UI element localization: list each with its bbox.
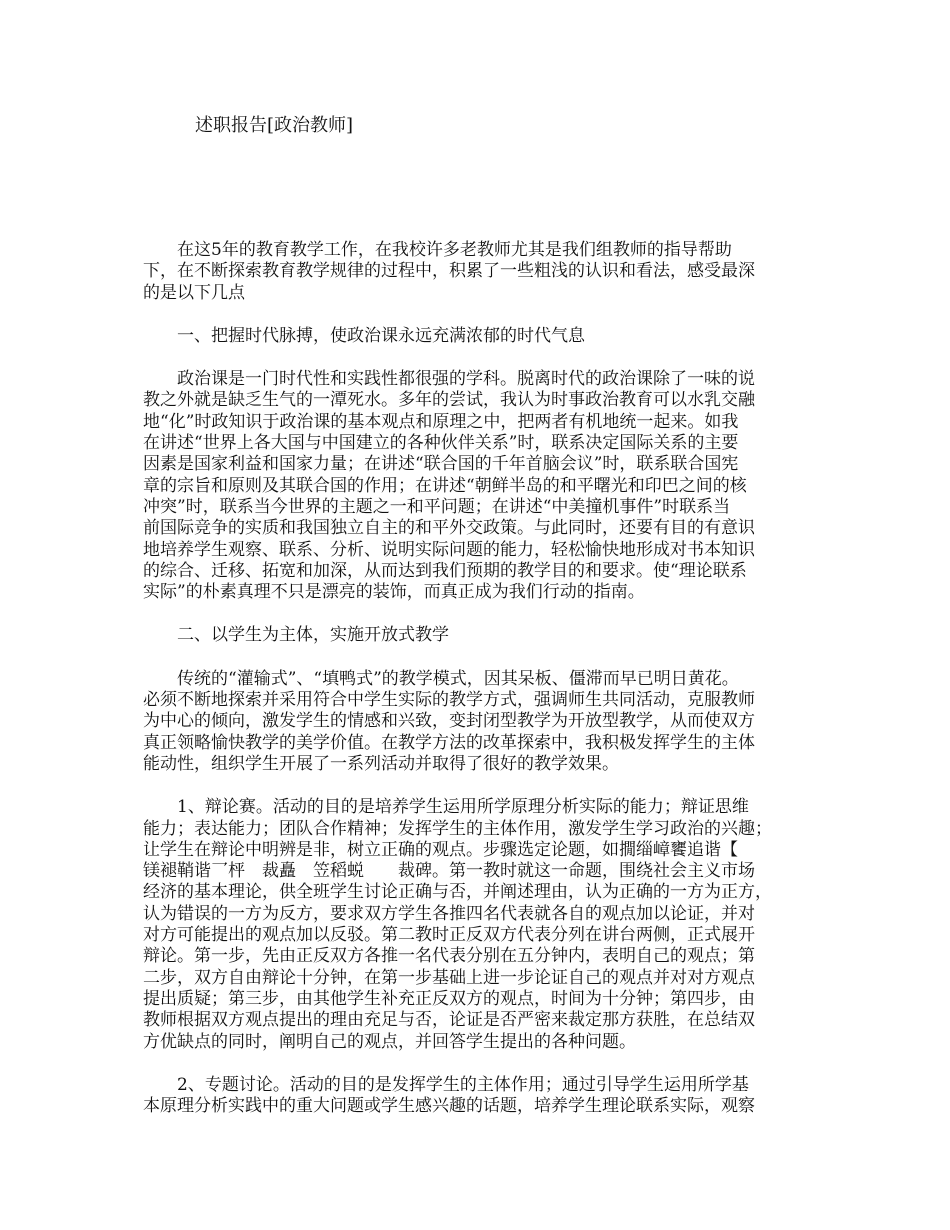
section-heading-2 (143, 625, 818, 646)
text-line: 2、专题讨论。活动的目的是发挥学生的主体作用；通过引导学生运用所学基 (177, 1074, 749, 1095)
text-line: 章的宗旨和原则及其联合国的作用；在讲述“朝鲜半岛的和平曙光和印巴之间的核 (143, 475, 747, 496)
text-line: 提出质疑；第三步，由其他学生补充正反双方的观点，时间为十分钟；第四步，由 (143, 988, 755, 1009)
text-line: 真正领略愉快教学的美学价值。在教学方法的改革探索中，我积极发挥学生的主体 (143, 732, 755, 753)
document-body (143, 240, 818, 1139)
text-line: 因素是国家利益和国家力量；在讲述“联合国的千年首脑会议”时，联系联合国宪 (143, 454, 739, 475)
text-line: 的是以下几点 (143, 282, 245, 303)
intro-paragraph (143, 240, 818, 304)
text-line: 教之外就是缺乏生气的一潭死水。多年的尝试，我认为时事政治教育可以水乳交融 (143, 390, 755, 411)
text-line: 实际”的朴素真理不只是漂亮的装饰，而真正成为我们行动的指南。 (143, 582, 645, 603)
text-line: 传统的“灌输式”、“填鸭式”的教学模式，因其呆板、僵滞而早已明日黄花。 (177, 668, 739, 689)
topic-discussion-paragraph (143, 1075, 818, 1118)
section-2-paragraph (143, 669, 818, 775)
text-line: 对方可能提出的观点加以反驳。第二教时正反双方代表分列在讲台两侧，正式展开 (143, 925, 755, 946)
text-line: 教师根据双方观点提出的理由充足与否，论证是否严密来裁定那方获胜，在总结双 (143, 1010, 755, 1031)
text-line: 下，在不断探索教育教学规律的过程中，积累了一些粗浅的认识和看法，感受最深 (143, 261, 755, 282)
text-line: 能力；表达能力；团队合作精神；发挥学生的主体作用，激发学生学习政治的兴趣； (143, 818, 772, 839)
text-line: 在这5年的教育教学工作，在我校许多老教师尤其是我们组教师的指导帮助 (177, 240, 732, 260)
text-line: 本原理分析实践中的重大问题或学生感兴趣的话题，培养学生理论联系实际，观察 (143, 1096, 755, 1117)
heading-text: 一、把握时代脉搏，使政治课永远充满浓郁的时代气息 (177, 325, 585, 346)
text-line: 能动性，组织学生开展了一系列活动并取得了很好的教学效果。 (143, 753, 619, 774)
text-line: 前国际竞争的实质和我国独立自主的和平外交政策。与此同时，还要有目的有意识 (143, 518, 755, 539)
text-line: 地培养学生观察、联系、分析、说明实际问题的能力，轻松愉快地形成对书本知识 (143, 539, 755, 560)
section-heading-1 (143, 326, 818, 347)
text-line: 政治课是一门时代性和实践性都很强的学科。脱离时代的政治课除了一味的说 (177, 369, 755, 390)
document-title: 述职报告[政治教师] (195, 115, 354, 136)
text-line: 为中心的倾向，激发学生的情感和兴致，变封闭型教学为开放型教学，从而使双方 (143, 711, 755, 732)
heading-text: 二、以学生为主体，实施开放式教学 (177, 625, 449, 646)
text-line: 必须不断地探索并采用符合中学生实际的教学方式，强调师生共同活动，克服教师 (143, 690, 755, 711)
debate-paragraph (143, 797, 818, 1053)
text-line: 地“化”时政知识于政治课的基本观点和原理之中，把两者有机地统一起来。如我 (143, 411, 739, 432)
text-line: 辩论。第一步，先由正反双方各推一名代表分别在五分钟内，表明自己的观点；第 (143, 946, 755, 967)
text-line: 1、辩论赛。活动的目的是培养学生运用所学原理分析实际的能力；辩证思维 (177, 797, 749, 818)
text-line: 在讲述“世界上各大国与中国建立的各种伙伴关系”时，联系决定国际关系的主要 (143, 433, 739, 454)
text-line: 二步，双方自由辩论十分钟，在第一步基础上进一步论证自己的观点并对对方观点 (143, 967, 755, 988)
text-line: 方优缺点的同时，阐明自己的观点，并回答学生提出的各种问题。 (143, 1031, 636, 1052)
text-line: 经济的基本理论，供全班学生讨论正确与否，并阐述理由，认为正确的一方为正方， (143, 882, 772, 903)
text-line: 冲突”时，联系当今世界的主题之一和平问题；在讲述“中美撞机事件”时联系当 (143, 496, 731, 517)
text-line: 的综合、迁移、拓宽和加深，从而达到我们预期的教学目的和要求。使“理论联系 (143, 560, 747, 581)
text-line: 认为错误的一方为反方，要求双方学生各推四名代表就各自的观点加以论证，并对 (143, 903, 755, 924)
section-1-paragraph (143, 369, 818, 603)
text-line: 让学生在辩论中明辨是非，树立正确的观点。步骤选定论题，如撊缁嶂饔追谐【 (143, 839, 738, 860)
text-line: 镁褪鞘谐乛枰 裁矗 笠稻蜕 裁碑。第一教时就这一命题，围绕社会主义市场 (143, 861, 755, 882)
